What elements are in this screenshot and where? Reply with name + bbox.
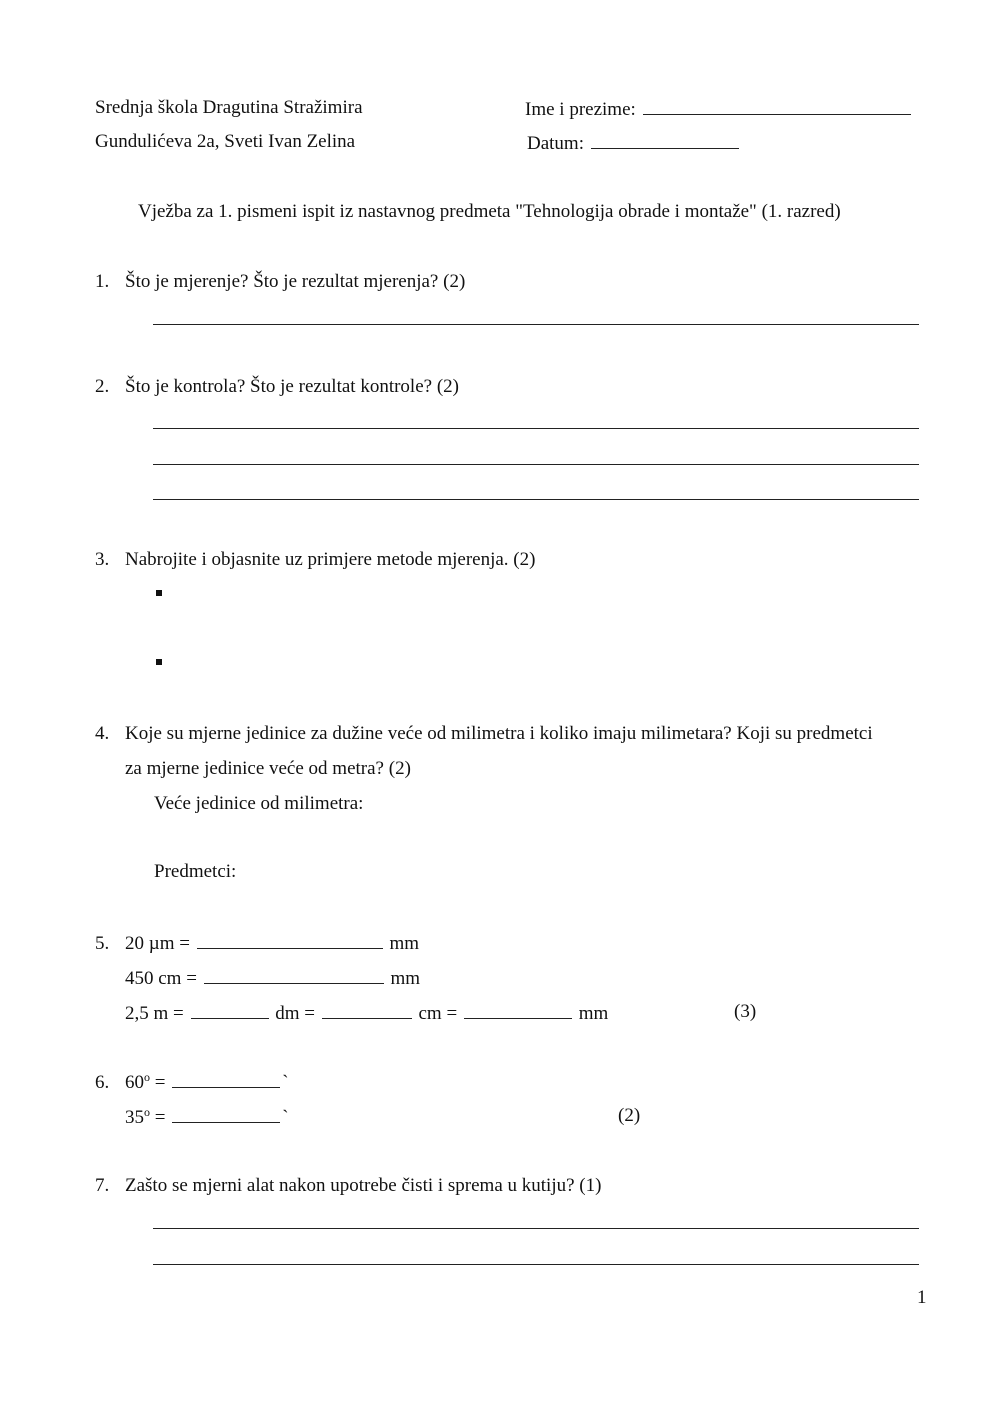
answer-line[interactable]	[153, 1264, 919, 1265]
question-7: 7. Zašto se mjerni alat nakon upotrebe čisti i sprema u kutiju? (1)	[95, 1175, 602, 1196]
question-4: 4. Koje su mjerne jedinice za dužine veće od milimetra i koliko imaju milimetara? Koji su predmetci	[95, 723, 873, 744]
answer-blank[interactable]	[322, 1002, 412, 1019]
answer-line[interactable]	[153, 428, 919, 429]
answer-blank[interactable]	[197, 932, 383, 949]
question-4-sub2: Predmetci:	[154, 861, 237, 882]
question-5-points: (3)	[734, 1001, 757, 1022]
answer-line[interactable]	[153, 324, 919, 325]
bullet-icon	[156, 590, 162, 596]
date-field[interactable]	[527, 132, 741, 153]
question-7-text: Zašto se mjerni alat nakon upotrebe čisti i sprema u kutiju? (1)	[125, 1175, 602, 1196]
question-3-text: Nabrojite i objasnite uz primjere metode mjerenja. (2)	[125, 549, 536, 570]
question-3: 3. Nabrojite i objasnite uz primjere metode mjerenja. (2)	[95, 549, 536, 570]
date-label: Datum:	[527, 133, 584, 154]
answer-blank[interactable]	[172, 1106, 280, 1123]
page-title: Vježba za 1. pismeni ispit iz nastavnog predmeta "Tehnologija obrade i montaže" (1. razred)	[138, 201, 841, 222]
page-number: 1	[917, 1287, 927, 1308]
question-2: 2. Što je kontrola? Što je rezultat kontrole? (2)	[95, 376, 459, 397]
name-blank[interactable]	[643, 98, 911, 115]
name-label: Ime i prezime:	[525, 99, 636, 120]
answer-line[interactable]	[153, 499, 919, 500]
question-5-row1: 5. 20 µm = mm	[95, 933, 420, 954]
answer-blank[interactable]	[464, 1002, 572, 1019]
bullet-icon	[156, 659, 162, 665]
answer-line[interactable]	[153, 464, 919, 465]
question-4-line2: za mjerne jedinice veće od metra? (2)	[125, 758, 411, 779]
answer-blank[interactable]	[191, 1002, 269, 1019]
question-6-points: (2)	[618, 1105, 641, 1126]
answer-blank[interactable]	[204, 967, 384, 984]
question-1: 1. Što je mjerenje? Što je rezultat mjerenja? (2)	[95, 271, 466, 292]
question-5-row2: 450 cm = mm	[125, 968, 420, 989]
question-1-text: Što je mjerenje? Što je rezultat mjerenja? (2)	[125, 271, 466, 292]
school-address: Gundulićeva 2a, Sveti Ivan Zelina	[95, 131, 356, 152]
question-2-text: Što je kontrola? Što je rezultat kontrole? (2)	[125, 376, 459, 397]
question-4-sub1: Veće jedinice od milimetra:	[154, 793, 364, 814]
question-6-row1: 6. 60$^o$ = `	[95, 1070, 289, 1093]
name-field[interactable]	[525, 98, 913, 119]
date-blank[interactable]	[591, 132, 739, 149]
answer-line[interactable]	[153, 1228, 919, 1229]
answer-blank[interactable]	[172, 1071, 280, 1088]
question-4-line1: Koje su mjerne jedinice za dužine veće od milimetra i koliko imaju milimetara? Koji su predmetci	[125, 723, 873, 744]
question-5-row3: 2,5 m = dm = cm = mm	[125, 1003, 609, 1024]
question-6-row2: 35$^o$ = `	[125, 1105, 289, 1128]
school-name: Srednja škola Dragutina Stražimira	[95, 97, 363, 118]
